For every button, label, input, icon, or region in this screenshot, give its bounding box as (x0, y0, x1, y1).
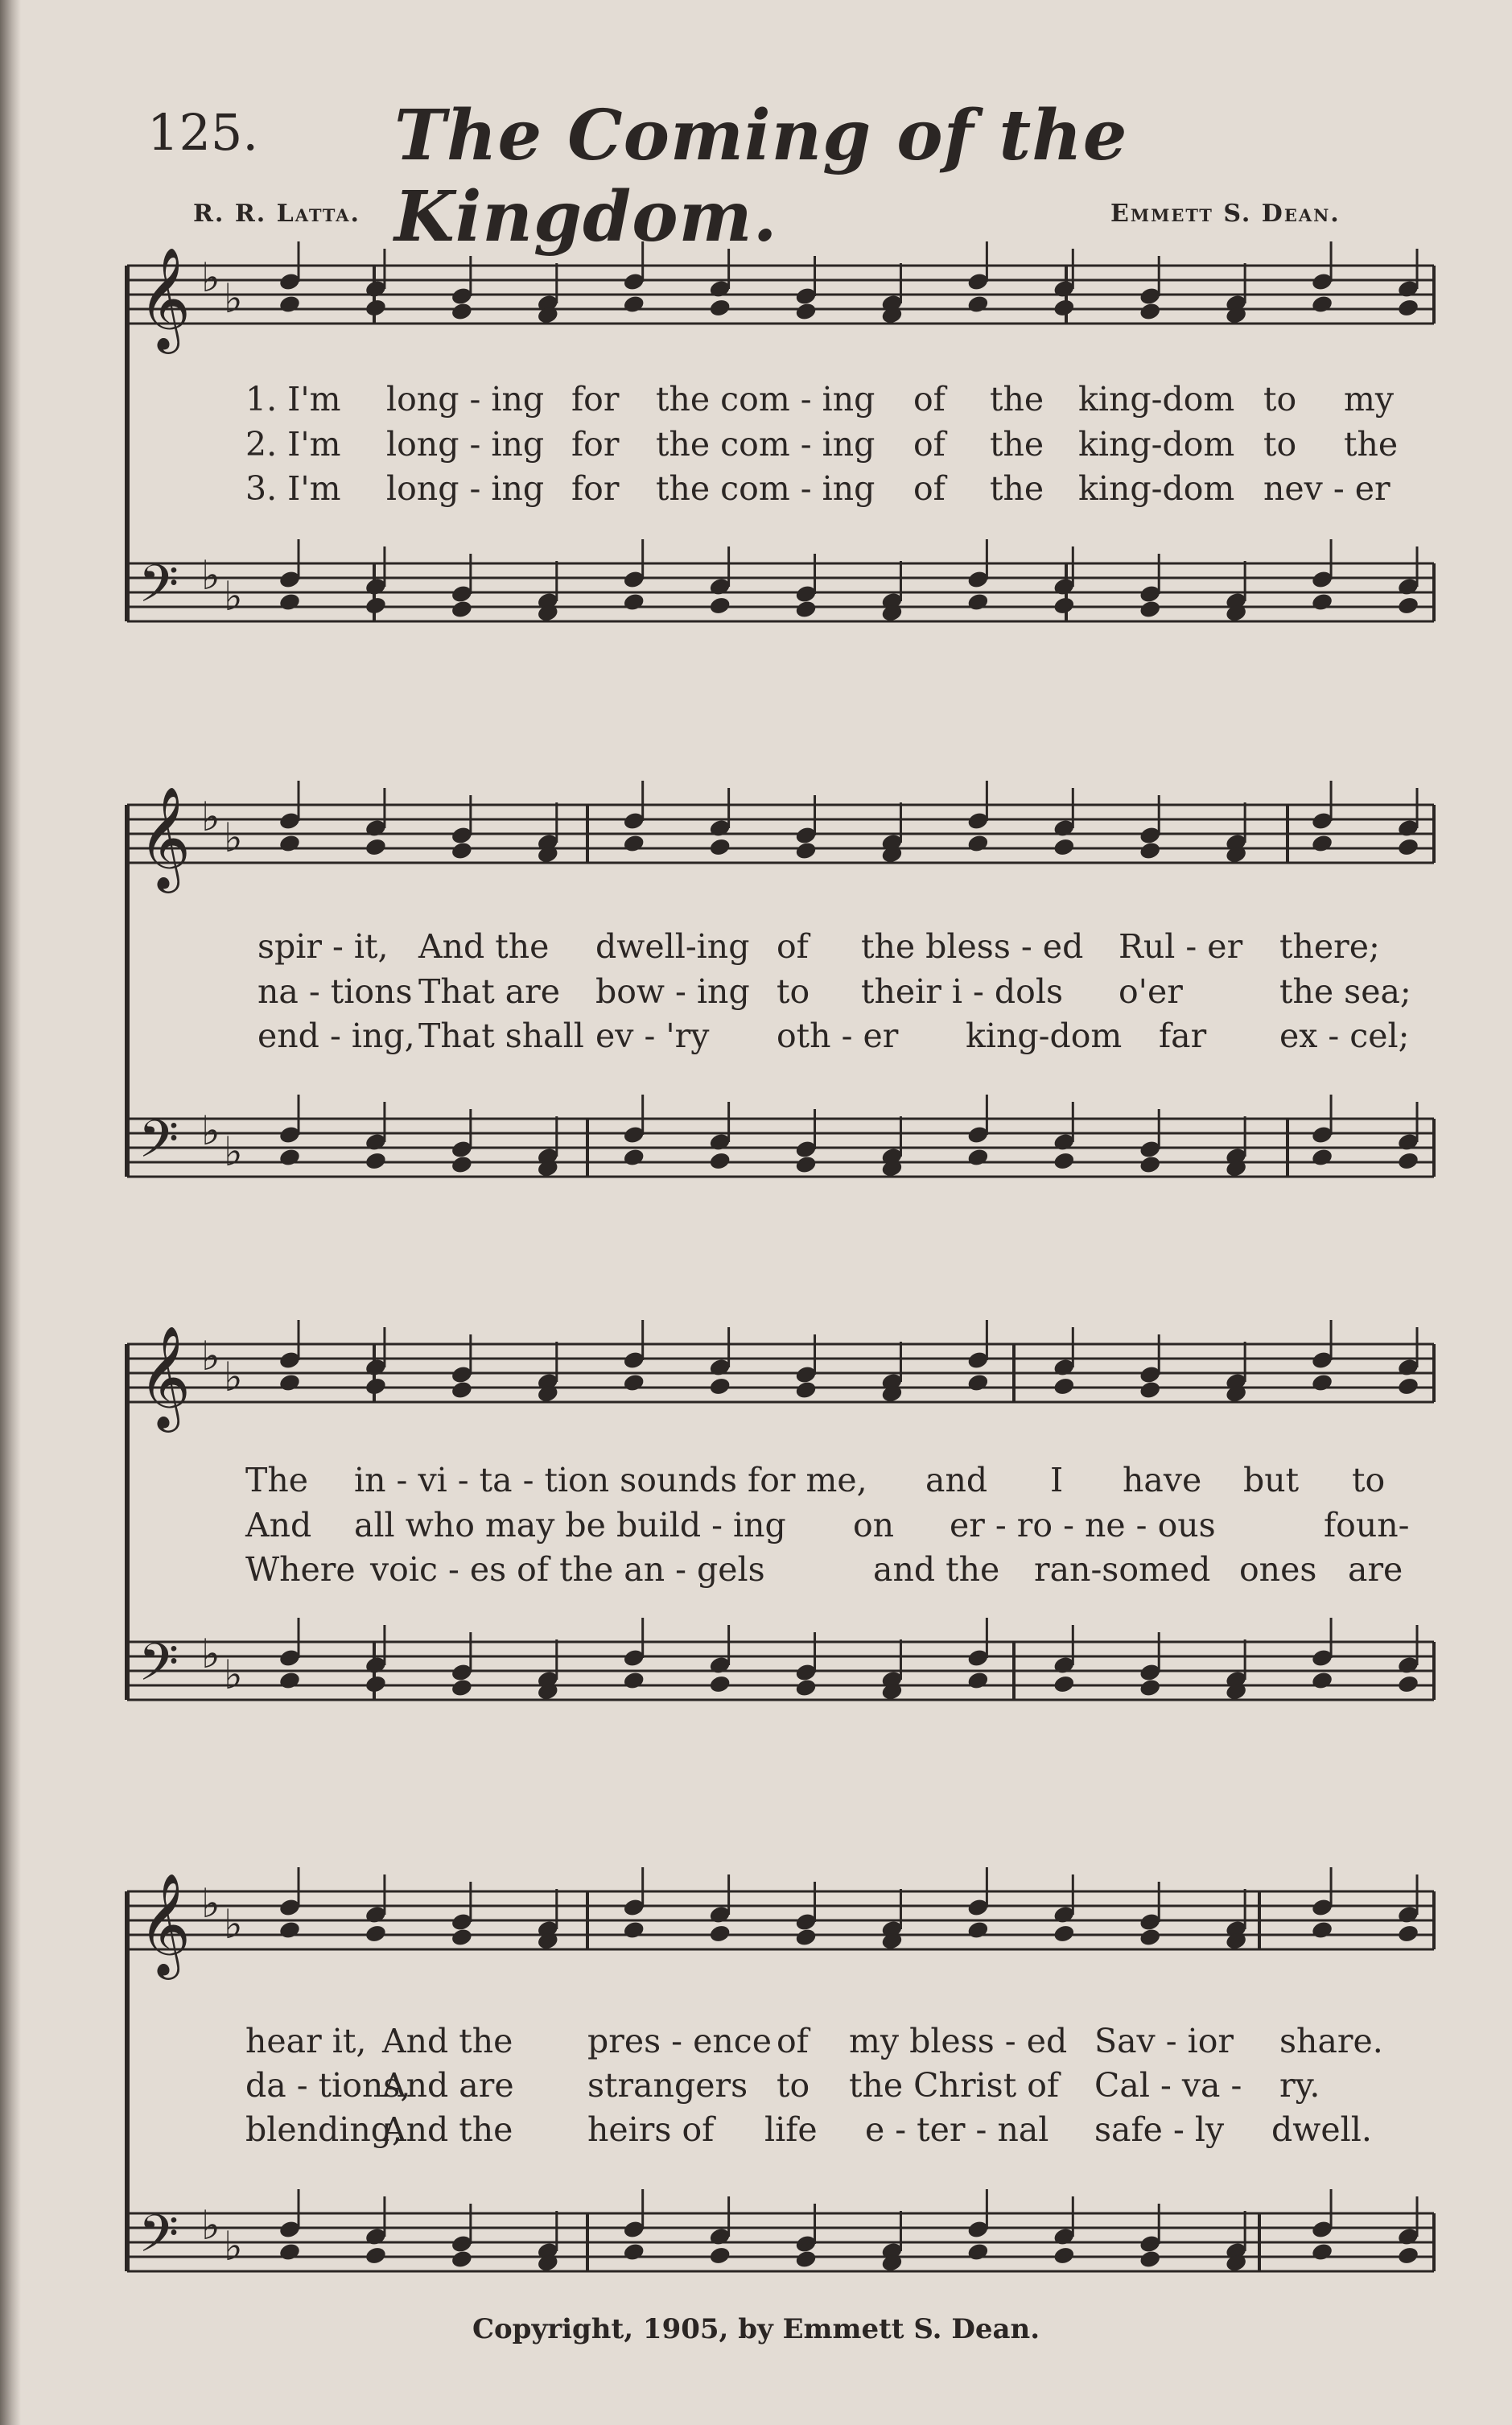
lyric-word: the com - ing (656, 380, 875, 419)
lyric-word: are (1348, 1550, 1403, 1589)
lyric-line-verse-3 (121, 469, 1440, 509)
lyric-word: for (571, 469, 620, 508)
lyric-word: And (245, 1506, 312, 1544)
lyric-word: and the (873, 1550, 1000, 1589)
lyric-word: Rul - er (1119, 927, 1243, 966)
flat-icon: ♭ (224, 573, 243, 620)
treble-notes (278, 1867, 1434, 1951)
bass-notes (278, 1618, 1434, 1701)
lyric-word: the (1344, 425, 1399, 464)
flat-icon: ♭ (201, 1631, 220, 1677)
lyric-word: my bless - ed (849, 2022, 1068, 2060)
lyric-word: ev - 'ry (595, 1017, 710, 1055)
treble-clef-icon: 𝄞 (138, 1325, 192, 1428)
lyric-word: of (913, 425, 946, 464)
lyric-word: to (1263, 380, 1297, 419)
lyric-line-verse-3 (121, 2110, 1440, 2151)
lyric-word: ran-somed (1034, 1550, 1211, 1589)
lyric-word: heirs of (587, 2110, 715, 2149)
flat-icon: ♭ (224, 275, 243, 322)
flat-icon: ♭ (224, 1901, 243, 1948)
lyric-word: And the (382, 2022, 513, 2060)
lyric-word: of (777, 927, 809, 966)
lyric-word: of (777, 2022, 809, 2060)
lyric-word: And the (418, 927, 550, 966)
treble-notes (278, 1320, 1434, 1404)
treble-clef-icon: 𝄞 (138, 1872, 192, 1975)
lyric-line-verse-2 (121, 972, 1440, 1012)
lyric-line-verse-2 (121, 425, 1440, 465)
lyric-line-verse-1 (121, 927, 1440, 967)
lyric-word: of (913, 469, 946, 508)
lyric-word: dwell-ing (595, 927, 750, 966)
lyric-word: to (777, 2066, 810, 2105)
lyric-word: the (990, 380, 1044, 419)
lyric-word: long - ing (386, 425, 545, 464)
flat-icon: ♭ (201, 2202, 220, 2249)
hymn-number: 125. (147, 103, 259, 162)
flat-icon: ♭ (201, 1880, 220, 1927)
lyric-word: 1. I'm (245, 380, 341, 419)
lyric-word: safe - ly (1094, 2110, 1225, 2149)
lyric-word: voic - es of the an - gels (370, 1550, 765, 1589)
lyric-word: strangers (587, 2066, 748, 2105)
lyric-line-verse-3 (121, 1550, 1440, 1590)
lyric-word: da - tions, (245, 2066, 411, 2105)
lyric-word: king-dom (966, 1017, 1123, 1055)
bass-clef-icon: 𝄢 (138, 2204, 179, 2277)
lyric-word: in - vi - ta - tion sounds for me, (354, 1461, 867, 1499)
copyright-notice: Copyright, 1905, by Emmett S. Dean. (472, 2313, 1040, 2345)
music-system-3 (121, 1320, 1440, 1738)
lyric-word: na - tions (257, 972, 413, 1011)
flat-icon: ♭ (201, 794, 220, 840)
lyric-word: to (1263, 425, 1297, 464)
lyric-word: my (1344, 380, 1395, 419)
lyric-word: share. (1279, 2022, 1383, 2060)
lyric-word: 3. I'm (245, 469, 341, 508)
lyric-word: spir - it, (257, 927, 389, 966)
lyric-word: Cal - va - (1094, 2066, 1242, 2105)
lyric-word: That are (418, 972, 561, 1011)
lyric-word: hear it, (245, 2022, 367, 2060)
flat-icon: ♭ (224, 2223, 243, 2270)
lyric-word: all who may be build - ing (354, 1506, 786, 1544)
lyricist-credit: R. R. Latta. (193, 200, 360, 228)
lyric-word: life (764, 2110, 818, 2149)
lyric-word: far (1159, 1017, 1207, 1055)
lyric-word: on (853, 1506, 895, 1544)
lyric-word: have (1123, 1461, 1202, 1499)
lyric-word: Where (245, 1550, 356, 1589)
lyric-line-verse-1 (121, 1461, 1440, 1501)
lyric-word: 2. I'm (245, 425, 341, 464)
lyric-word: to (777, 972, 810, 1011)
lyric-word: ex - cel; (1279, 1017, 1410, 1055)
lyric-word: but (1243, 1461, 1300, 1499)
treble-clef-icon: 𝄞 (138, 246, 192, 349)
flat-icon: ♭ (201, 254, 220, 301)
lyric-word: long - ing (386, 380, 545, 419)
lyric-word: their i - dols (861, 972, 1064, 1011)
lyric-word: ones (1239, 1550, 1317, 1589)
flat-icon: ♭ (201, 1333, 220, 1380)
lyric-word: the sea; (1279, 972, 1411, 1011)
flat-icon: ♭ (201, 1107, 220, 1154)
lyric-word: the com - ing (656, 425, 875, 464)
bass-clef-icon: 𝄢 (138, 1633, 179, 1705)
lyric-word: blending, (245, 2110, 403, 2149)
music-system-1 (121, 241, 1440, 660)
lyric-line-verse-2 (121, 1506, 1440, 1546)
lyric-word: Sav - ior (1094, 2022, 1234, 2060)
lyric-word: That shall (418, 1017, 584, 1055)
lyric-word: dwell. (1271, 2110, 1372, 2149)
composer-credit: Emmett S. Dean. (1110, 200, 1341, 228)
bass-notes (278, 2189, 1434, 2273)
lyric-word: er - ro - ne - ous (950, 1506, 1216, 1544)
flat-icon: ♭ (201, 552, 220, 599)
lyric-line-verse-1 (121, 2022, 1440, 2062)
page-edge (0, 0, 21, 2425)
lyric-word: for (571, 380, 620, 419)
lyric-word: the (990, 469, 1044, 508)
lyric-word: king-dom (1078, 469, 1235, 508)
lyric-word: The (245, 1461, 309, 1499)
flat-icon: ♭ (224, 1354, 243, 1400)
lyric-word: long - ing (386, 469, 545, 508)
lyric-word: the (990, 425, 1044, 464)
lyric-word: to (1352, 1461, 1386, 1499)
bass-notes (278, 1095, 1434, 1178)
lyric-word: and (925, 1461, 988, 1499)
music-system-2 (121, 773, 1440, 1223)
lyric-word: e - ter - nal (865, 2110, 1049, 2149)
lyric-word: ry. (1279, 2066, 1320, 2105)
treble-notes (278, 781, 1434, 864)
lyric-word: pres - ence (587, 2022, 772, 2060)
treble-clef-icon: 𝄞 (138, 786, 192, 889)
music-system-4 (121, 1859, 1440, 2294)
flat-icon: ♭ (224, 815, 243, 861)
lyric-word: And are (382, 2066, 514, 2105)
lyric-word: the bless - ed (861, 927, 1084, 966)
bass-clef-icon: 𝄢 (138, 1110, 179, 1182)
lyric-word: foun- (1324, 1506, 1410, 1544)
lyric-word: the com - ing (656, 469, 875, 508)
lyric-word: king-dom (1078, 380, 1235, 419)
flat-icon: ♭ (224, 1652, 243, 1698)
lyric-word: end - ing, (257, 1017, 415, 1055)
lyric-word: of (913, 380, 946, 419)
hymn-title: The Coming of the Kingdom. (394, 95, 1128, 258)
lyric-word: I (1050, 1461, 1064, 1499)
lyric-word: o'er (1119, 972, 1183, 1011)
bass-clef-icon: 𝄢 (138, 555, 179, 627)
lyric-word: the Christ of (849, 2066, 1060, 2105)
lyric-word: bow - ing (595, 972, 750, 1011)
treble-notes (278, 241, 1434, 325)
bass-notes (278, 539, 1434, 623)
lyric-word: nev - er (1263, 469, 1390, 508)
lyric-word: there; (1279, 927, 1380, 966)
lyric-line-verse-1 (121, 380, 1440, 420)
lyric-word: for (571, 425, 620, 464)
lyric-line-verse-3 (121, 1017, 1440, 1057)
lyric-word: king-dom (1078, 425, 1235, 464)
lyric-line-verse-2 (121, 2066, 1440, 2106)
lyric-word: oth - er (777, 1017, 899, 1055)
lyric-word: And the (382, 2110, 513, 2149)
flat-icon: ♭ (224, 1128, 243, 1175)
